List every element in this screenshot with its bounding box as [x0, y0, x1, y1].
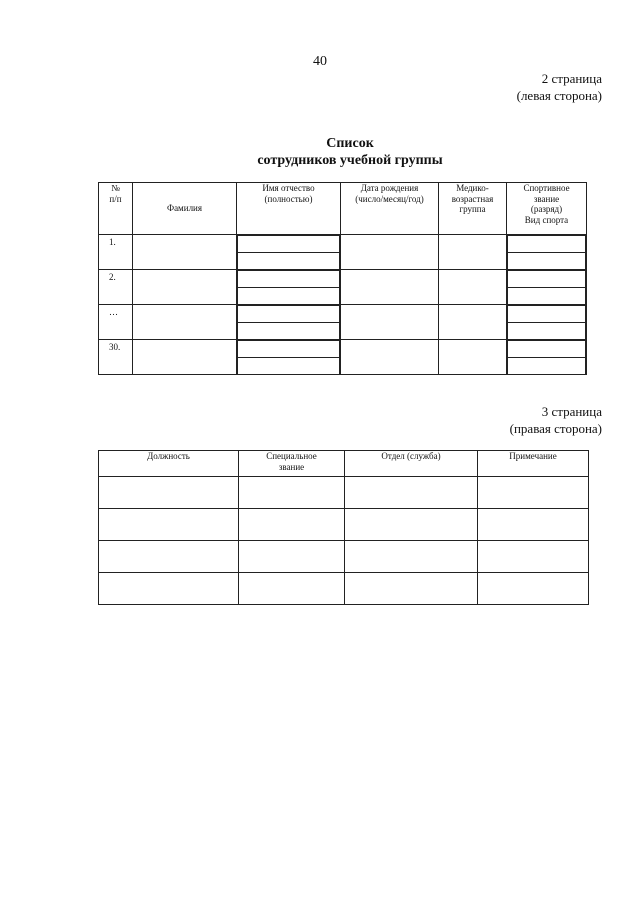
- birthdate-cell: [341, 305, 439, 340]
- empty-cell: [99, 573, 239, 605]
- list-title: [0, 135, 640, 169]
- header-cell: Медико- возрастная группа: [439, 183, 507, 235]
- empty-cell: [345, 509, 478, 541]
- table-header-row: [99, 183, 587, 235]
- page-number: 40: [313, 54, 327, 69]
- side-label: (правая сторона): [509, 421, 602, 436]
- empty-cell: [239, 573, 345, 605]
- split-cell: [507, 340, 587, 375]
- empty-cell: [478, 573, 589, 605]
- surname-cell: [133, 270, 237, 305]
- birthdate-cell: [341, 235, 439, 270]
- empty-cell: [478, 477, 589, 509]
- title-line-1: Список: [326, 136, 374, 151]
- table-row: [99, 477, 589, 509]
- header-cell: Спортивное звание (разряд) Вид спорта: [507, 183, 587, 235]
- header-cell: Фамилия: [133, 183, 237, 235]
- title-line-2: сотрудников учебной группы: [257, 153, 443, 168]
- split-cell: [237, 235, 341, 270]
- header-cell: Отдел (служба): [345, 451, 478, 477]
- split-cell: [237, 305, 341, 340]
- table-header-row: [99, 451, 589, 477]
- table-row: [99, 235, 587, 270]
- birthdate-cell: [341, 340, 439, 375]
- table-row: [99, 541, 589, 573]
- empty-cell: [239, 541, 345, 573]
- page-label: 3 страница: [541, 404, 602, 419]
- row-number: …: [99, 305, 133, 340]
- split-cell: [507, 305, 587, 340]
- side-label: (левая сторона): [516, 88, 602, 103]
- surname-cell: [133, 235, 237, 270]
- table-row: [99, 509, 589, 541]
- header-cell: Должность: [99, 451, 239, 477]
- section1-side-note: [517, 70, 602, 104]
- empty-cell: [239, 509, 345, 541]
- medical-group-cell: [439, 270, 507, 305]
- empty-cell: [345, 541, 478, 573]
- header-cell: № п/п: [99, 183, 133, 235]
- header-cell: Специальное звание: [239, 451, 345, 477]
- empty-cell: [345, 477, 478, 509]
- birthdate-cell: [341, 270, 439, 305]
- row-number: 30.: [99, 340, 133, 375]
- split-cell: [237, 340, 341, 375]
- header-cell: Примечание: [478, 451, 589, 477]
- empty-cell: [239, 477, 345, 509]
- table-row: [99, 305, 587, 340]
- split-cell: [507, 235, 587, 270]
- section2-side-note: [510, 403, 602, 437]
- header-cell: Дата рождения (число/месяц/год): [341, 183, 439, 235]
- medical-group-cell: [439, 235, 507, 270]
- empty-cell: [345, 573, 478, 605]
- empty-cell: [99, 477, 239, 509]
- page-label: 2 страница: [541, 71, 602, 86]
- empty-cell: [478, 509, 589, 541]
- surname-cell: [133, 340, 237, 375]
- empty-cell: [99, 509, 239, 541]
- empty-cell: [99, 541, 239, 573]
- medical-group-cell: [439, 340, 507, 375]
- table-row: [99, 270, 587, 305]
- employees-table: [98, 182, 587, 375]
- empty-cell: [478, 541, 589, 573]
- split-cell: [507, 270, 587, 305]
- table-row: [99, 573, 589, 605]
- medical-group-cell: [439, 305, 507, 340]
- row-number: 2.: [99, 270, 133, 305]
- position-table: [98, 450, 589, 605]
- table-row: [99, 340, 587, 375]
- row-number: 1.: [99, 235, 133, 270]
- header-cell: Имя отчество (полностью): [237, 183, 341, 235]
- split-cell: [237, 270, 341, 305]
- surname-cell: [133, 305, 237, 340]
